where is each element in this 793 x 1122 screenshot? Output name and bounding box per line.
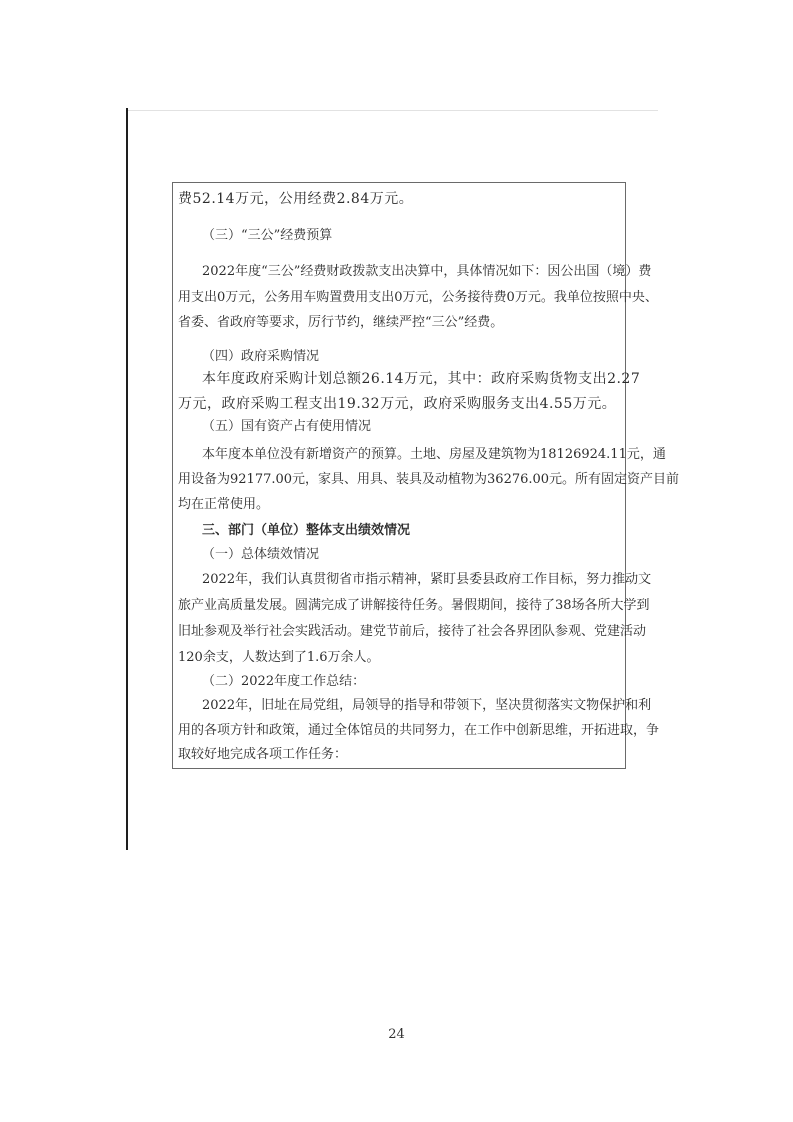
- section-heading-assets: （五）国有资产占有使用情况: [202, 419, 372, 434]
- section-heading-procurement: （四）政府采购情况: [202, 349, 320, 364]
- section-heading-overall: （一）总体绩效情况: [202, 547, 320, 562]
- scan-edge-left: [126, 108, 128, 850]
- section-heading-three-public: （三）“三公”经费预算: [202, 228, 333, 243]
- section-heading-summary: （二）2022年度工作总结：: [202, 674, 366, 689]
- page-number: 24: [388, 1027, 405, 1042]
- text-line-21: 用的各项方针和政策，通过全体馆员的共同努力，在工作中创新思维，开拓进取，争: [178, 723, 660, 738]
- text-line-11: 用设备为92177.00元，家具、用具、装具及动植物为36276.00元。所有固定资产目前: [178, 472, 680, 487]
- text-line-10: 本年度本单位没有新增资产的预算。土地、房屋及建筑物为18126924.11元，通: [202, 447, 666, 462]
- text-line-17: 旧址参观及举行社会实践活动。建党节前后，接待了社会各界团队参观、党建活动: [178, 624, 647, 639]
- text-line-20: 2022年，旧址在局党组，局领导的指导和带领下，坚决贯彻落实文物保护和利: [202, 698, 652, 713]
- text-line-4: 用支出0万元，公务用车购置费用支出0万元，公务接待费0万元。我单位按照中央、: [178, 290, 658, 305]
- text-line-18: 120余支，人数达到了1.6万余人。: [178, 650, 380, 665]
- text-line-5: 省委、省政府等要求，厉行节约，继续严控“三公”经费。: [178, 315, 504, 330]
- text-line-1: 费52.14万元，公用经费2.84万元。: [178, 191, 414, 207]
- text-line-12: 均在正常使用。: [178, 497, 270, 512]
- text-line-22: 取较好地完成各项工作任务：: [178, 747, 348, 762]
- scan-edge-top: [128, 110, 658, 111]
- text-line-7: 本年度政府采购计划总额26.14万元，其中：政府采购货物支出2.27: [202, 371, 641, 387]
- text-line-15: 2022年，我们认真贯彻省市指示精神，紧盯县委县政府工作目标，努力推动文: [202, 572, 652, 587]
- text-line-16: 旅产业高质量发展。圆满完成了讲解接待任务。暑假期间，接待了38场各所大学到: [178, 598, 650, 613]
- text-line-8: 万元，政府采购工程支出19.32万元，政府采购服务支出4.55万元。: [178, 396, 617, 412]
- text-line-3: 2022年度“三公”经费财政拨款支出决算中，具体情况如下：因公出国（境）费: [202, 264, 652, 279]
- section-heading-performance: 三、部门（单位）整体支出绩效情况: [202, 523, 411, 538]
